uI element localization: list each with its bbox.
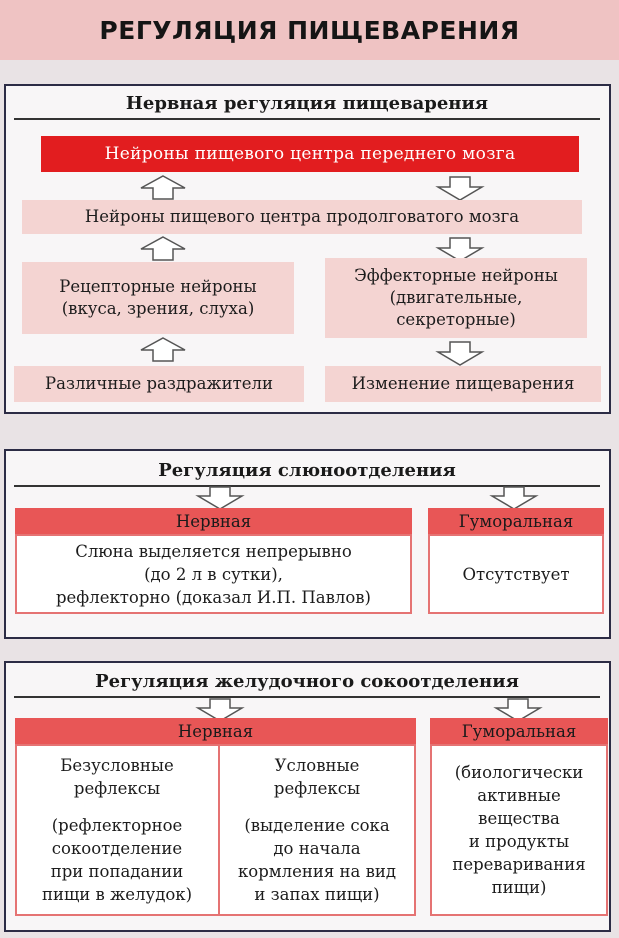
nervous-regulation-title: Нервная регуляция пищеварения: [14, 88, 600, 120]
salivation-nervous-text: Слюна выделяется непрерывно (до 2 л в сутки), рефлекторно (доказал И.П. Павлов): [15, 534, 412, 614]
salivation-humoral-text: Отсутствует: [428, 534, 604, 614]
conditioned-reflexes-text: (выделение сока до начала кормления на вид и запах пищи): [237, 816, 397, 904]
arrow-up-icon: [139, 236, 187, 262]
unconditioned-reflexes-title: Безусловные рефлексы: [60, 756, 174, 798]
conditioned-reflexes-title: Условные рефлексы: [273, 756, 361, 798]
gastric-humoral-text: (биологически активные вещества и продукты переваривания пищи): [430, 744, 608, 916]
medulla-neurons-box: Нейроны пищевого центра продолговатого мозга: [22, 200, 582, 234]
page-title: РЕГУЛЯЦИЯ ПИЩЕВАРЕНИЯ: [0, 0, 619, 60]
arrow-up-icon: [139, 337, 187, 363]
digestion-change-box: Изменение пищеварения: [325, 366, 601, 402]
arrow-down-icon: [436, 175, 484, 201]
unconditioned-reflexes-text: (рефлекторное сокоотделение при попадании пищи в желудок): [41, 816, 193, 904]
effector-neurons-box: Эффекторные нейроны (двигательные, секреторные): [325, 258, 587, 338]
salivation-title: Регуляция слюноотделения: [14, 453, 600, 487]
receptor-neurons-box: Рецепторные нейроны (вкуса, зрения, слуха): [22, 262, 294, 334]
nervous-regulation-section: [4, 84, 611, 414]
arrow-up-icon: [139, 175, 187, 201]
arrow-down-icon: [490, 486, 538, 510]
arrow-down-icon: [196, 486, 244, 510]
forebrain-neurons-box: Нейроны пищевого центра переднего мозга: [41, 136, 579, 172]
gastric-humoral-header: Гуморальная: [430, 718, 608, 744]
gastric-title: Регуляция желудочного сокоотделения: [14, 664, 600, 698]
stimuli-box: Различные раздражители: [14, 366, 304, 402]
arrow-down-icon: [436, 340, 484, 366]
gastric-nervous-header: Нервная: [15, 718, 416, 744]
salivation-humoral-header: Гуморальная: [428, 508, 604, 534]
salivation-nervous-header: Нервная: [15, 508, 412, 534]
